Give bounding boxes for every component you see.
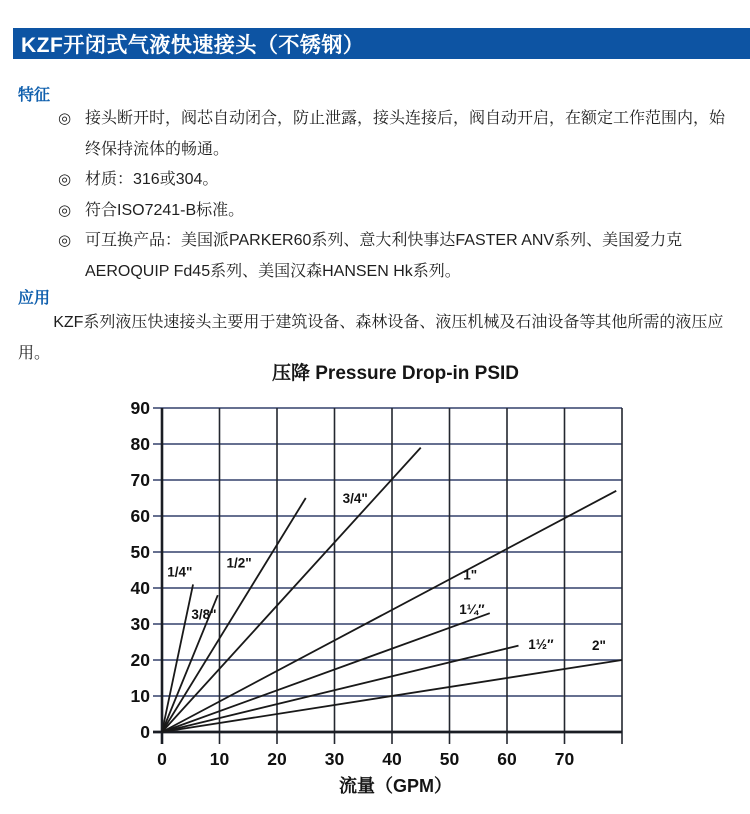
x-tick-label: 50 [439, 749, 460, 769]
x-tick-label: 0 [157, 749, 167, 769]
y-tick-label: 10 [130, 686, 150, 706]
y-tick-label: 20 [130, 650, 150, 670]
bullet-icon: ◎ [58, 110, 72, 127]
bullet-icon: ◎ [58, 171, 72, 188]
chart-canvas [130, 388, 635, 772]
feature-text: 符合ISO7241-B标准。 [85, 201, 245, 219]
feature-text: 接头断开时，阀芯自动闭合，防止泄露，接头连接后，阀自动开启，在额定工作范围内，始终保持流体的畅通。 [85, 110, 726, 158]
feature-item [58, 226, 730, 287]
x-tick-label: 20 [267, 749, 287, 769]
series-label: 1/4" [167, 564, 193, 580]
y-tick-label: 50 [130, 542, 150, 562]
bullet-icon: ◎ [58, 201, 72, 219]
feature-text: 材质：316或304。 [85, 171, 219, 188]
x-tick-label: 40 [382, 749, 402, 769]
feature-item [58, 104, 730, 165]
chart-title: 压降 Pressure Drop-in PSID [271, 363, 520, 384]
feature-item [58, 196, 730, 227]
y-tick-label: 0 [140, 722, 150, 742]
pressure-drop-chart [130, 362, 635, 798]
y-tick-label: 30 [130, 614, 150, 634]
series-label: 1/2" [226, 555, 252, 571]
y-tick-label: 90 [130, 398, 150, 418]
series-label: 1½″ [528, 637, 554, 653]
series-label: 2" [592, 638, 606, 654]
series-label: 1" [463, 567, 478, 583]
series-label: 1¼″ [459, 602, 485, 618]
x-tick-label: 70 [554, 749, 575, 769]
section-heading-application: 应用 [18, 290, 51, 307]
series-label: 3/4" [342, 491, 368, 507]
section-heading-features: 特征 [18, 87, 51, 104]
y-tick-label: 70 [130, 470, 150, 490]
x-axis-title: 流量（GPM） [338, 776, 452, 796]
title-bar [13, 28, 750, 59]
feature-item [58, 165, 730, 196]
x-tick-label: 10 [209, 749, 230, 769]
y-tick-label: 40 [130, 578, 150, 598]
feature-list [58, 104, 730, 287]
y-tick-label: 60 [130, 506, 150, 526]
application-text: KZF系列液压快速接头主要用于建筑设备、森林设备、液压机械及石油设备等其他所需的液压应用。 [18, 314, 724, 362]
x-tick-label: 60 [497, 749, 517, 769]
feature-text: 可互换产品：美国派PARKER60系列、意大利快事达FASTER ANV系列、美国爱力克AEROQUIP Fd45系列、美国汉森HANSEN Hk系列。 [85, 232, 683, 280]
y-tick-label: 80 [130, 434, 150, 454]
series-label: 3/8" [191, 607, 217, 623]
page-title: KZF开闭式气液快速接头（不锈钢） [21, 33, 365, 57]
x-tick-label: 30 [324, 749, 345, 769]
bullet-icon: ◎ [58, 232, 72, 249]
